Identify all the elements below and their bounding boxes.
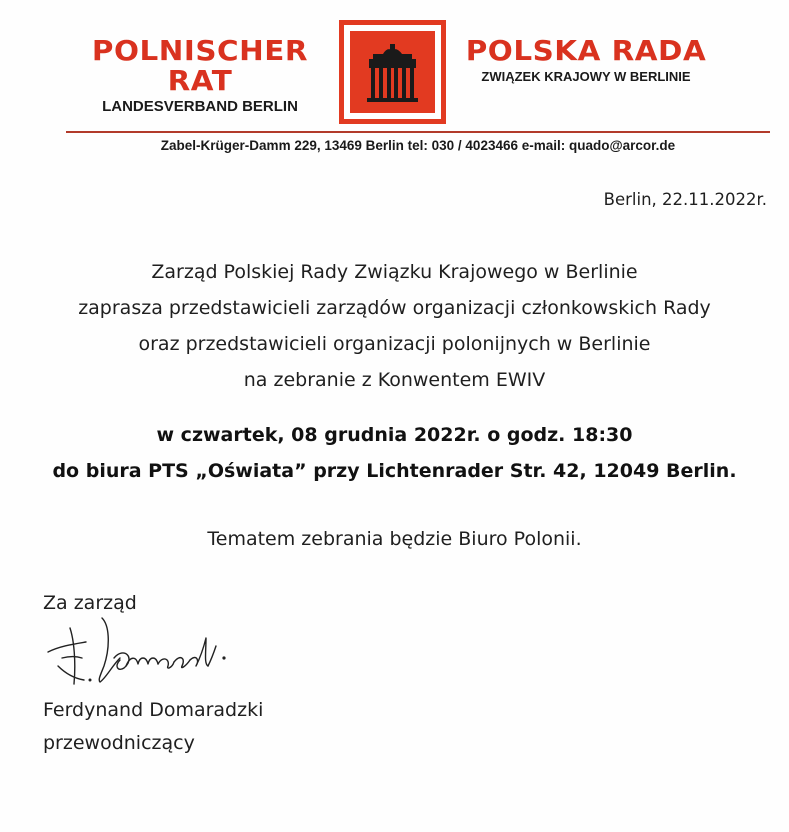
invitation-line: na zebranie z Konwentem EWIV [243, 369, 546, 391]
letterhead-address: Zabel-Krüger-Damm 229, 13469 Berlin tel: 030 / 4023466 e-mail: quado@arcor.de [160, 138, 676, 153]
letterhead-right-title: POLSKA RADA [465, 34, 707, 67]
signatory-name: Ferdynand Domaradzki [43, 699, 264, 721]
meeting-topic: Tematem zebrania będzie Biuro Polonii. [207, 528, 582, 550]
invitation-line: zaprasza przedstawicieli zarządów organizacji członkowskich Rady [78, 297, 711, 319]
brandenburg-gate-logo [339, 20, 446, 124]
invitation-line: oraz przedstawicieli organizacji polonijnych w Berlinie [138, 333, 651, 355]
letterhead-left [66, 36, 334, 116]
signature-intro: Za zarząd [43, 592, 137, 614]
letter-date: Berlin, 22.11.2022r. [603, 190, 767, 209]
invitation-line: Zarząd Polskiej Rady Związku Krajowego w Berlinie [151, 261, 638, 283]
letterhead-left-subtitle: LANDESVERBAND BERLIN [102, 98, 298, 115]
signatory-role: przewodniczący [43, 732, 195, 754]
meeting-place: do biura PTS „Oświata” przy Lichtenrader Str. 42, 12049 Berlin. [52, 460, 737, 482]
invitation-text [0, 254, 789, 398]
meeting-details [0, 417, 789, 489]
letterhead-right-subtitle: ZWIĄZEK KRAJOWY W BERLINIE [481, 69, 691, 84]
meeting-time: w czwartek, 08 grudnia 2022r. o godz. 18:30 [156, 424, 633, 446]
letterhead-right [452, 36, 720, 86]
letterhead-left-title: POLNISCHER RAT [91, 34, 309, 97]
handwritten-signature [40, 606, 240, 696]
letterhead-divider [66, 131, 770, 133]
